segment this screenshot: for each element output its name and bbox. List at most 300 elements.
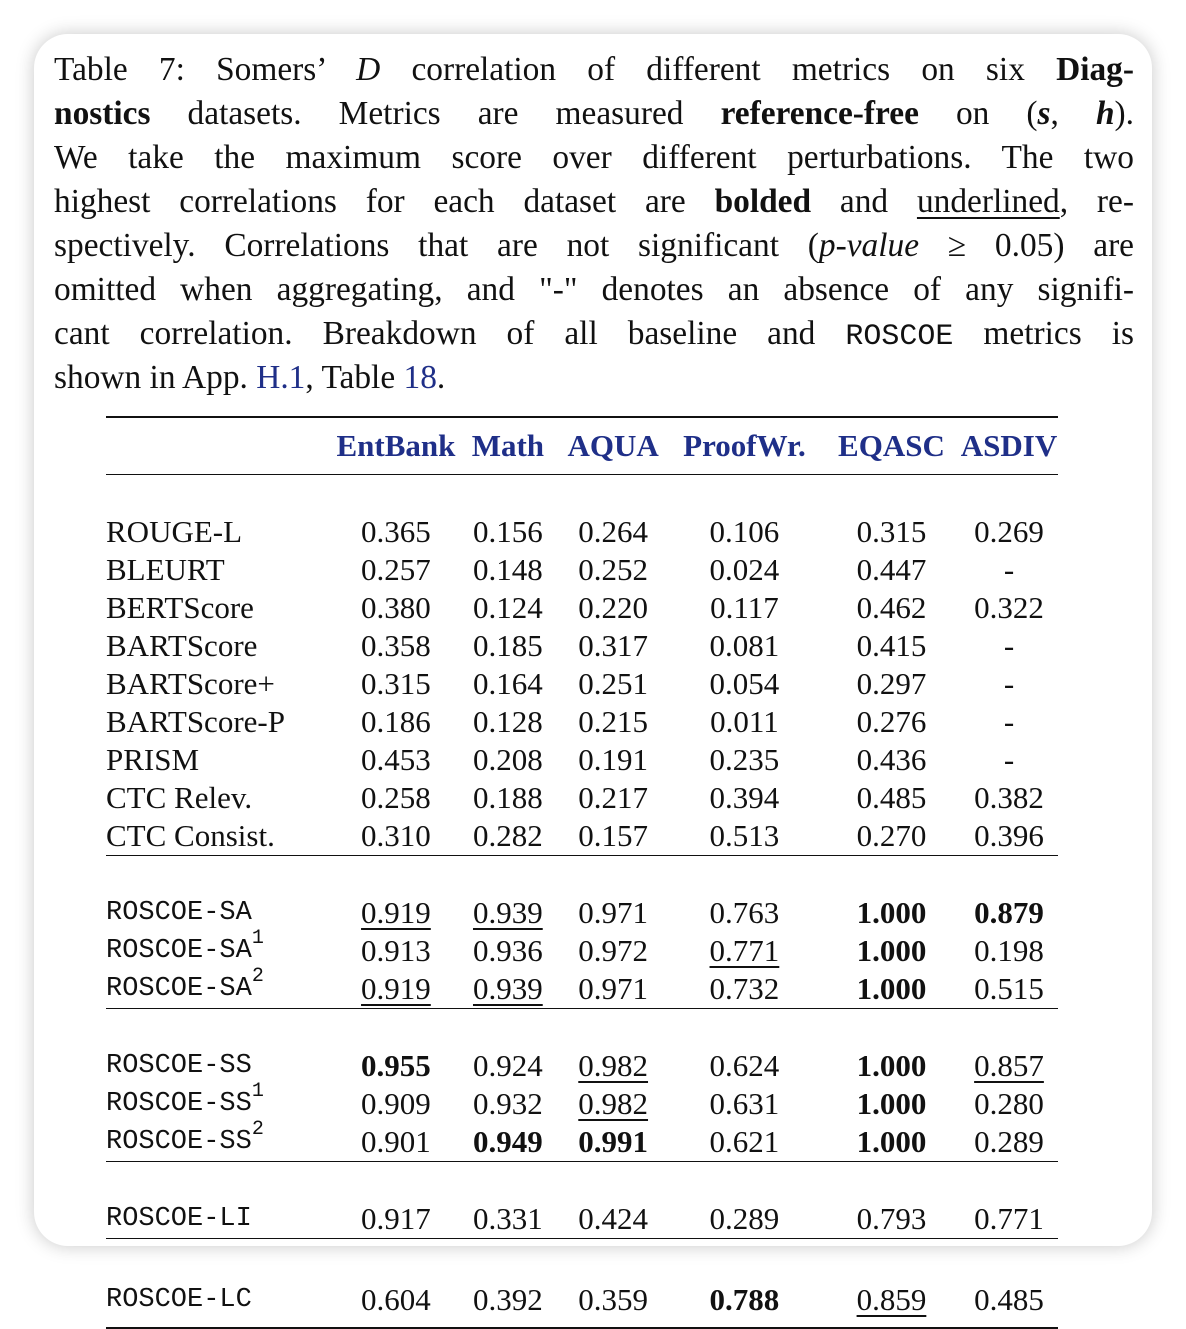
header-cell: EQASC	[838, 428, 945, 463]
value-cell	[560, 589, 666, 627]
value-text: 0.485	[974, 1282, 1044, 1317]
row-label	[106, 1080, 336, 1123]
value-text: 0.297	[856, 666, 927, 701]
value-cell	[823, 1085, 960, 1123]
value-cell	[960, 817, 1058, 856]
value-cell	[823, 1123, 960, 1162]
value-cell	[960, 741, 1058, 779]
caption-math: ).	[1114, 95, 1135, 132]
value-cell	[666, 741, 823, 779]
value-cell	[823, 1277, 960, 1328]
value-cell	[336, 817, 455, 856]
value-cell	[666, 627, 823, 665]
value-text: 0.793	[856, 1201, 927, 1236]
value-text: 0.859	[856, 1282, 927, 1317]
caption-label: Table 7:	[54, 51, 185, 88]
value-cell	[455, 513, 560, 551]
value-text: 0.310	[361, 818, 431, 853]
value-cell	[666, 932, 823, 970]
value-text: 0.513	[709, 818, 780, 853]
value-text: 0.982	[578, 1086, 649, 1121]
value-text: 0.198	[974, 933, 1044, 968]
header-cell: ASDIV	[960, 428, 1058, 463]
header-empty	[106, 417, 336, 475]
caption-line-4	[54, 180, 1134, 224]
value-text: 0.148	[472, 552, 543, 587]
value-text: 0.453	[361, 742, 431, 777]
value-cell	[336, 1123, 455, 1162]
value-cell	[455, 817, 560, 856]
value-text: 0.991	[578, 1124, 649, 1159]
caption-underlined: underlined	[916, 183, 1060, 220]
appendix-link[interactable]: H.1	[256, 359, 306, 396]
value-text: 0.220	[578, 590, 649, 625]
value-cell	[960, 1123, 1058, 1162]
row-label	[106, 703, 336, 741]
value-text: 0.932	[472, 1086, 543, 1121]
value-text: 0.322	[974, 590, 1044, 625]
row-spacer	[106, 475, 1058, 514]
value-text: 1.000	[856, 1048, 927, 1083]
value-text: -	[1003, 742, 1015, 777]
value-cell	[823, 551, 960, 589]
row-spacer	[106, 1009, 1058, 1048]
value-text: 0.415	[856, 628, 927, 663]
value-cell	[666, 1277, 823, 1328]
value-text: 0.462	[856, 590, 927, 625]
value-cell	[960, 627, 1058, 665]
value-text: 0.939	[472, 971, 543, 1006]
value-cell	[666, 665, 823, 703]
caption-math: h	[1095, 95, 1115, 132]
value-cell	[960, 589, 1058, 627]
value-cell	[960, 1200, 1058, 1239]
value-cell	[560, 1047, 666, 1085]
value-cell	[666, 1085, 823, 1123]
row-label	[106, 1118, 336, 1162]
row-label-text: BARTScore+	[106, 666, 275, 701]
row-spacer	[106, 856, 1058, 895]
value-text: 0.128	[472, 704, 543, 739]
value-text: 0.971	[578, 895, 649, 930]
row-label-text: CTC Consist.	[106, 818, 275, 853]
value-text: 0.217	[578, 780, 649, 815]
row-label-text: ROSCOE-SA	[106, 974, 252, 1004]
value-cell	[560, 1277, 666, 1328]
value-text: 0.382	[974, 780, 1044, 815]
value-cell	[455, 551, 560, 589]
value-text: 0.485	[856, 780, 927, 815]
value-text: 0.315	[361, 666, 431, 701]
value-cell	[960, 970, 1058, 1009]
row-label-text: ROSCOE-SA	[106, 898, 252, 928]
value-text: 0.624	[709, 1048, 780, 1083]
row-spacer	[106, 1239, 1058, 1278]
value-cell	[336, 665, 455, 703]
value-cell	[560, 513, 666, 551]
table-row	[106, 1085, 1058, 1123]
value-text: 0.971	[578, 971, 649, 1006]
value-text: 0.913	[361, 933, 431, 968]
value-text: 0.282	[472, 818, 543, 853]
caption-line-8	[54, 356, 1134, 400]
header-cell: Math	[471, 428, 545, 463]
value-text: 1.000	[856, 1124, 927, 1159]
value-cell	[823, 665, 960, 703]
value-cell	[560, 1085, 666, 1123]
caption-text: shown in App.	[54, 359, 257, 396]
row-label	[106, 779, 336, 817]
value-text: 0.011	[710, 704, 779, 739]
value-text: 0.763	[709, 895, 780, 930]
table-row	[106, 817, 1058, 856]
caption-text: spectively. Correlations that are not significant (	[54, 227, 819, 264]
value-text: 0.215	[578, 704, 649, 739]
value-cell	[336, 779, 455, 817]
table-row	[106, 741, 1058, 779]
row-label-text: BARTScore	[106, 628, 258, 663]
value-cell	[455, 1277, 560, 1328]
value-text: 0.269	[974, 514, 1044, 549]
caption-line-5	[54, 224, 1134, 268]
table-row	[106, 1047, 1058, 1085]
value-text: 0.919	[361, 971, 431, 1006]
value-cell	[455, 1123, 560, 1162]
value-cell	[666, 970, 823, 1009]
value-cell	[336, 932, 455, 970]
caption-text: correlation of different metrics on six	[380, 51, 1057, 88]
caption-text: .	[436, 359, 446, 396]
row-label	[106, 665, 336, 703]
value-cell	[823, 779, 960, 817]
caption-italic: p-value	[818, 227, 920, 264]
value-text: 0.186	[361, 704, 431, 739]
table-row	[106, 665, 1058, 703]
caption-text: ≥ 0.05) are	[919, 227, 1135, 264]
value-text: 0.604	[361, 1282, 431, 1317]
caption-text: Somers’	[216, 51, 357, 88]
value-text: 0.156	[472, 514, 543, 549]
value-text: 0.396	[974, 818, 1044, 853]
caption-text: cant correlation. Breakdown of all baseline and	[54, 315, 846, 352]
value-text: 0.358	[361, 628, 431, 663]
caption-text: , Table	[305, 359, 404, 396]
row-label-text: ROSCOE-SA	[106, 936, 252, 966]
value-cell	[336, 1200, 455, 1239]
value-cell	[666, 589, 823, 627]
caption-math: D	[356, 51, 381, 88]
value-text: 1.000	[856, 971, 927, 1006]
value-text: 0.424	[578, 1201, 649, 1236]
value-cell	[455, 589, 560, 627]
value-text: 0.515	[974, 971, 1044, 1006]
row-label	[106, 1047, 336, 1085]
value-text: -	[1003, 552, 1015, 587]
value-text: 0.857	[974, 1048, 1044, 1083]
table-row	[106, 513, 1058, 551]
value-text: 0.081	[709, 628, 780, 663]
value-text: 0.235	[709, 742, 780, 777]
value-cell	[960, 665, 1058, 703]
table-row	[106, 1277, 1058, 1328]
value-text: 0.188	[472, 780, 543, 815]
row-label-text: ROSCOE-SS	[106, 1051, 252, 1081]
value-text: 0.982	[578, 1048, 649, 1083]
value-text: 0.251	[578, 666, 649, 701]
value-cell	[823, 1200, 960, 1239]
value-cell	[960, 932, 1058, 970]
table-row	[106, 1200, 1058, 1239]
caption-line-1	[54, 48, 1134, 92]
value-text: 0.972	[578, 933, 649, 968]
value-text: 1.000	[856, 933, 927, 968]
value-text: 0.771	[709, 933, 780, 968]
table-row	[106, 894, 1058, 932]
value-text: 0.264	[578, 514, 649, 549]
caption-text: highest correlations for each dataset are	[54, 183, 715, 220]
row-label	[106, 741, 336, 779]
value-cell	[336, 1047, 455, 1085]
header-cell: ProofWr.	[683, 428, 806, 463]
value-cell	[455, 779, 560, 817]
value-text: 0.939	[472, 895, 543, 930]
value-text: -	[1003, 628, 1015, 663]
value-text: 0.024	[709, 552, 780, 587]
caption-bold: reference-free	[720, 95, 919, 132]
table-link[interactable]: 18	[403, 359, 437, 396]
row-label-text: CTC Relev.	[106, 780, 253, 815]
value-text: 1.000	[856, 895, 927, 930]
value-text: 1.000	[856, 1086, 927, 1121]
value-cell	[336, 589, 455, 627]
value-cell	[666, 703, 823, 741]
value-text: 0.191	[578, 742, 649, 777]
table-row	[106, 703, 1058, 741]
value-cell	[666, 1123, 823, 1162]
value-cell	[455, 932, 560, 970]
value-cell	[666, 817, 823, 856]
value-cell	[960, 703, 1058, 741]
value-text: 0.949	[472, 1124, 543, 1159]
value-cell	[560, 817, 666, 856]
caption-text: datasets. Metrics are measured	[150, 95, 721, 132]
caption-bold: bolded	[714, 183, 812, 220]
row-label	[106, 551, 336, 589]
table-row	[106, 932, 1058, 970]
value-text: 0.732	[709, 971, 780, 1006]
table-row	[106, 627, 1058, 665]
value-text: 0.631	[709, 1086, 780, 1121]
caption-line-7	[54, 312, 1134, 356]
row-label-superscript: 1	[251, 1080, 264, 1103]
row-label-text: PRISM	[106, 742, 200, 777]
row-label-superscript: 1	[251, 927, 264, 950]
value-text: 0.258	[361, 780, 431, 815]
table-row	[106, 589, 1058, 627]
value-text: 0.901	[361, 1124, 431, 1159]
value-text: 0.289	[709, 1201, 780, 1236]
value-text: 0.270	[856, 818, 927, 853]
value-text: 0.317	[578, 628, 649, 663]
value-cell	[823, 627, 960, 665]
value-text: 0.185	[472, 628, 543, 663]
value-cell	[960, 779, 1058, 817]
value-text: 0.106	[709, 514, 780, 549]
row-label	[106, 1277, 336, 1328]
caption-text: , re-	[1059, 183, 1134, 220]
value-cell	[960, 513, 1058, 551]
value-text: 0.276	[856, 704, 927, 739]
value-cell	[960, 1085, 1058, 1123]
value-cell	[960, 894, 1058, 932]
value-cell	[336, 741, 455, 779]
value-cell	[455, 627, 560, 665]
value-text: 0.909	[361, 1086, 431, 1121]
value-cell	[455, 665, 560, 703]
value-cell	[560, 932, 666, 970]
value-text: 0.924	[472, 1048, 543, 1083]
caption-line-2	[54, 92, 1134, 136]
value-text: 0.436	[856, 742, 927, 777]
caption-mono: ROSCOE	[845, 320, 954, 354]
value-text: 0.331	[472, 1201, 543, 1236]
value-cell	[960, 1277, 1058, 1328]
table-caption	[54, 48, 1134, 400]
value-text: 0.917	[361, 1201, 431, 1236]
caption-bold: nostics	[54, 95, 151, 132]
value-cell	[666, 513, 823, 551]
caption-text: and	[811, 183, 917, 220]
value-text: 0.315	[856, 514, 927, 549]
value-text: 0.124	[472, 590, 543, 625]
row-label-text: ROSCOE-SS	[106, 1127, 252, 1157]
value-cell	[336, 627, 455, 665]
row-label-text: ROSCOE-LI	[106, 1204, 252, 1234]
value-cell	[666, 1200, 823, 1239]
table-row	[106, 970, 1058, 1009]
row-label-text: BERTScore	[106, 590, 254, 625]
caption-text: metrics is	[953, 315, 1134, 352]
value-cell	[666, 779, 823, 817]
value-text: -	[1003, 666, 1015, 701]
value-text: 0.359	[578, 1282, 649, 1317]
value-cell	[560, 1123, 666, 1162]
caption-bold: Diag-	[1056, 51, 1134, 88]
value-text: 0.392	[472, 1282, 543, 1317]
value-cell	[560, 1200, 666, 1239]
value-text: 0.157	[578, 818, 649, 853]
row-label	[106, 965, 336, 1009]
value-cell	[823, 1047, 960, 1085]
table-row	[106, 779, 1058, 817]
row-label	[106, 513, 336, 551]
value-text: 0.289	[974, 1124, 1044, 1159]
value-text: 0.252	[578, 552, 649, 587]
caption-math: (	[1026, 95, 1038, 132]
row-label	[106, 589, 336, 627]
value-cell	[560, 970, 666, 1009]
value-cell	[823, 932, 960, 970]
value-text: -	[1003, 704, 1015, 739]
row-label-text: ROUGE-L	[106, 514, 243, 549]
value-cell	[455, 1085, 560, 1123]
value-text: 0.257	[361, 552, 431, 587]
value-cell	[560, 779, 666, 817]
header-cell: AQUA	[567, 428, 659, 463]
value-text: 0.380	[361, 590, 431, 625]
value-cell	[666, 894, 823, 932]
value-cell	[336, 970, 455, 1009]
value-text: 0.955	[361, 1048, 431, 1083]
table-row	[106, 1123, 1058, 1162]
value-cell	[666, 551, 823, 589]
value-cell	[336, 894, 455, 932]
value-cell	[336, 1277, 455, 1328]
row-label	[106, 817, 336, 856]
value-text: 0.208	[472, 742, 543, 777]
value-text: 0.771	[974, 1201, 1044, 1236]
table-row	[106, 551, 1058, 589]
value-cell	[823, 703, 960, 741]
value-cell	[560, 703, 666, 741]
caption-math: ,	[1050, 95, 1096, 132]
value-cell	[336, 513, 455, 551]
value-text: 0.280	[974, 1086, 1044, 1121]
value-text: 0.879	[974, 895, 1044, 930]
results-table	[106, 416, 1058, 1329]
value-cell	[823, 970, 960, 1009]
value-cell	[823, 817, 960, 856]
row-label-text: BLEURT	[106, 552, 225, 587]
row-label	[106, 894, 336, 932]
row-spacer	[106, 1162, 1058, 1201]
header-row	[106, 417, 1058, 475]
caption-line-3: We take the maximum score over different perturbations. The two	[54, 139, 1134, 176]
row-label	[106, 1200, 336, 1239]
row-label-superscript: 2	[251, 965, 264, 988]
row-label-superscript: 2	[251, 1118, 264, 1141]
value-cell	[455, 1047, 560, 1085]
value-cell	[560, 551, 666, 589]
value-cell	[560, 627, 666, 665]
value-cell	[560, 741, 666, 779]
value-text: 0.936	[472, 933, 543, 968]
caption-line-6: omitted when aggregating, and "-" denotes an absence of any signifi-	[54, 271, 1134, 308]
value-text: 0.919	[361, 895, 431, 930]
row-label-text: ROSCOE-SS	[106, 1089, 252, 1119]
row-label-text: BARTScore-P	[106, 704, 285, 739]
value-cell	[560, 894, 666, 932]
value-text: 0.365	[361, 514, 431, 549]
value-cell	[455, 741, 560, 779]
value-cell	[823, 513, 960, 551]
table-body	[106, 475, 1058, 1329]
value-cell	[823, 741, 960, 779]
value-text: 0.394	[709, 780, 780, 815]
value-text: 0.054	[709, 666, 780, 701]
value-text: 0.164	[472, 666, 543, 701]
caption-text: on	[918, 95, 1027, 132]
value-cell	[455, 1200, 560, 1239]
value-cell	[455, 970, 560, 1009]
value-cell	[455, 894, 560, 932]
value-cell	[336, 551, 455, 589]
value-text: 0.117	[710, 590, 779, 625]
value-cell	[666, 1047, 823, 1085]
header-cell: EntBank	[336, 428, 456, 463]
caption-math: s	[1037, 95, 1051, 132]
value-text: 0.788	[709, 1282, 780, 1317]
